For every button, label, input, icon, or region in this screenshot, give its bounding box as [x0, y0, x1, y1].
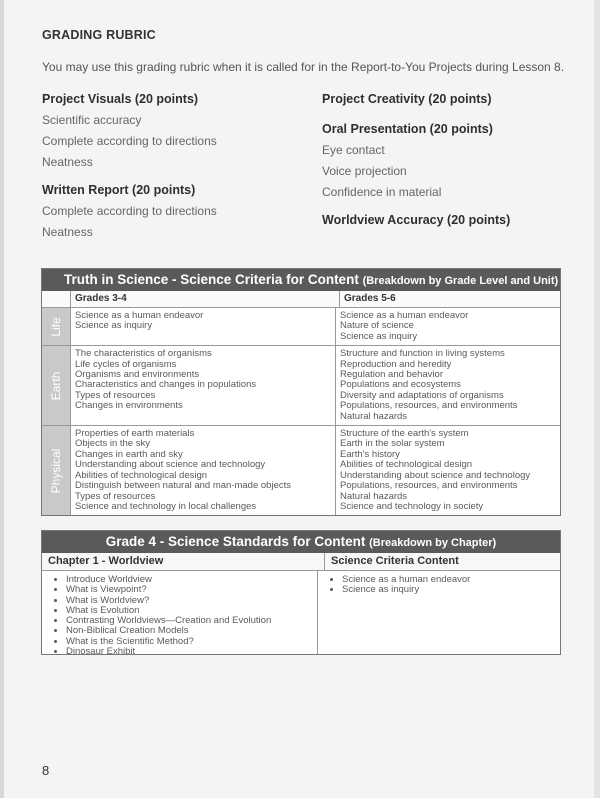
cell-line: Distinguish between natural and man-made objects	[75, 480, 291, 492]
cell-line: Properties of earth materials	[75, 428, 195, 440]
list-item: • Science as a human endeavor	[342, 575, 554, 585]
page-edge-left	[0, 0, 4, 798]
cell-earth-grades-3-4	[71, 346, 336, 425]
list-item: • What is the Scientific Method?	[66, 637, 311, 647]
standards-table-header	[42, 531, 560, 553]
rubric-heading: Oral Presentation (20 points)	[322, 122, 493, 136]
list-item: • Contrasting Worldviews—Creation and Evolution	[66, 616, 311, 626]
rubric-item: Neatness	[42, 225, 93, 239]
cell-line: Organisms and environments	[75, 369, 200, 381]
cell-earth-grades-5-6	[336, 346, 560, 425]
cell-line: Science as inquiry	[340, 330, 418, 342]
rubric-section	[322, 213, 592, 227]
cell-life-grades-5-6	[336, 308, 560, 345]
cell-line: The characteristics of organisms	[75, 348, 212, 360]
row-life	[42, 308, 560, 346]
rubric-item: Complete according to directions	[42, 204, 217, 218]
list-item: • What is Worldview?	[66, 596, 311, 606]
rubric-item: Neatness	[42, 155, 93, 169]
cell-line: Science as inquiry	[75, 320, 153, 332]
rubric-heading: Worldview Accuracy (20 points)	[322, 213, 511, 227]
rubric-section	[322, 92, 592, 106]
row-label-earth	[42, 346, 71, 425]
rubric-item: Eye contact	[322, 143, 385, 157]
criteria-table-column-headers	[42, 291, 560, 308]
cell-line: Natural hazards	[340, 490, 408, 502]
criteria-table-title: Truth in Science - Science Criteria for Content	[64, 272, 359, 287]
rubric-item: Complete according to directions	[42, 134, 217, 148]
cell-line: Understanding about science and technology	[75, 459, 266, 471]
rubric-section	[322, 122, 592, 199]
intro-text: You may use this grading rubric when it is called for in the Report-to-You Projects during Lesson 8.	[42, 60, 565, 74]
cell-line: Science as a human endeavor	[340, 310, 469, 321]
rubric-item: Scientific accuracy	[42, 113, 142, 127]
row-label-text: Earth	[49, 371, 63, 400]
row-label-life	[42, 308, 71, 345]
cell-line: Understanding about science and technology	[340, 469, 531, 481]
row-label-text: Physical	[49, 448, 63, 494]
row-physical	[42, 426, 560, 515]
standards-table-body	[42, 571, 560, 658]
list-item: • What is Viewpoint?	[66, 585, 311, 595]
list-item: • Science as inquiry	[342, 585, 554, 595]
criteria-content-list	[324, 575, 554, 596]
list-item: • Introduce Worldview	[66, 575, 311, 585]
cell-line: Types of resources	[75, 389, 156, 401]
row-earth	[42, 346, 560, 426]
criteria-table-header	[42, 269, 560, 291]
column-header-chapter: Chapter 1 - Worldview	[42, 553, 325, 570]
rubric-section	[42, 183, 312, 239]
cell-line: Changes in environments	[75, 400, 183, 412]
rubric-item: Confidence in material	[322, 185, 442, 199]
cell-line: Natural hazards	[340, 410, 408, 422]
page-number: 8	[42, 763, 50, 778]
standards-table-title: Grade 4 - Science Standards for Content	[105, 534, 366, 549]
cell-line: Characteristics and changes in populations	[75, 379, 257, 391]
rubric-left-column	[42, 92, 312, 253]
cell-line: Science and technology in local challenges	[75, 500, 257, 512]
cell-line: Changes in earth and sky	[75, 448, 183, 460]
cell-line: Regulation and behavior	[340, 369, 443, 381]
criteria-table-subtitle: (Breakdown by Grade Level and Unit)	[362, 275, 559, 287]
column-spacer	[42, 291, 71, 307]
cell-line: Structure and function in living systems	[340, 348, 505, 360]
cell-line: Populations, resources, and environments	[340, 480, 518, 492]
column-header-grades-5-6: Grades 5-6	[344, 293, 396, 304]
rubric-section	[42, 92, 312, 169]
cell-line: Nature of science	[340, 320, 414, 332]
cell-physical-grades-5-6	[336, 426, 560, 515]
cell-line: Life cycles of organisms	[75, 358, 177, 370]
cell-line: Populations and ecosystems	[340, 379, 461, 391]
rubric-right-column	[322, 92, 592, 241]
cell-line: Populations, resources, and environments	[340, 400, 518, 412]
column-header-criteria: Science Criteria Content	[331, 555, 459, 567]
rubric-heading: Written Report (20 points)	[42, 183, 196, 197]
page-title: GRADING RUBRIC	[42, 28, 156, 42]
standards-table-subtitle: (Breakdown by Chapter)	[369, 537, 497, 549]
cell-line: Structure of the earth's system	[340, 428, 469, 440]
column-header-grades-3-4: Grades 3-4	[71, 291, 340, 307]
cell-line: Diversity and adaptations of organisms	[340, 389, 504, 401]
rubric-heading: Project Creativity (20 points)	[322, 92, 492, 106]
cell-line: Abilities of technological design	[75, 469, 208, 481]
cell-line: Science as a human endeavor	[75, 310, 204, 321]
chapter-topics-list	[48, 575, 311, 657]
rubric-heading: Project Visuals (20 points)	[42, 92, 199, 106]
cell-line: Science and technology in society	[340, 500, 484, 512]
cell-line: Objects in the sky	[75, 438, 150, 450]
cell-line: Earth's history	[340, 448, 400, 460]
cell-life-grades-3-4	[71, 308, 336, 345]
cell-line: Earth in the solar system	[340, 438, 445, 450]
list-item: • What is Evolution	[66, 606, 311, 616]
page-edge-right	[594, 0, 600, 798]
standards-table	[41, 530, 561, 658]
criteria-content-cell	[318, 571, 560, 654]
list-item: • Non-Biblical Creation Models	[66, 626, 311, 636]
chapter-topics-cell	[42, 571, 318, 658]
criteria-table	[41, 268, 561, 516]
cell-line: Reproduction and heredity	[340, 358, 452, 370]
row-label-text: Life	[49, 316, 63, 337]
cell-line: Types of resources	[75, 490, 156, 502]
standards-table-column-headers	[42, 553, 560, 571]
rubric-item: Voice projection	[322, 164, 407, 178]
cell-line: Abilities of technological design	[340, 459, 473, 471]
list-item: • Dinosaur Exhibit	[66, 647, 311, 657]
cell-physical-grades-3-4	[71, 426, 336, 515]
row-label-physical	[42, 426, 71, 515]
